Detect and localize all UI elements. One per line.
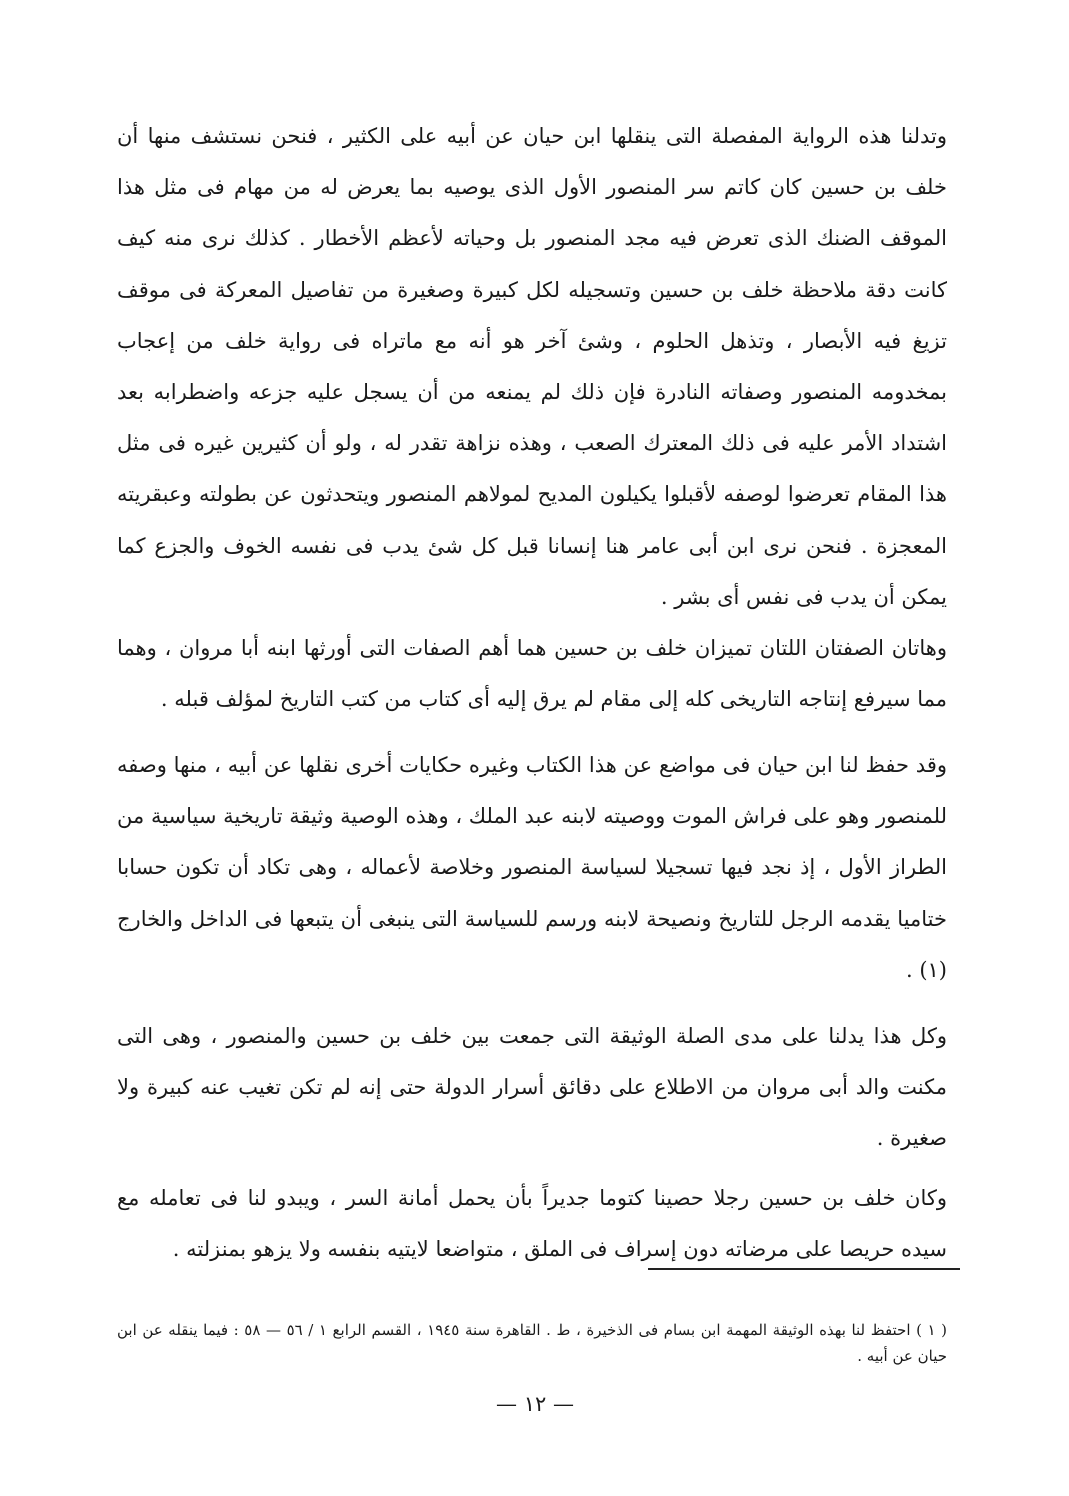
body-paragraph-2: وهاتان الصفتان اللتان تميزان خلف بن حسين هما أهم الصفات التى أورثها ابنه أبا مروان ، وهما مما سيرفع إنتاجه التاريخى كله إلى مقام لم يرق إليه أى كتاب من كتب التاريخ لمؤلف قبله . [117, 636, 947, 712]
body-paragraph-4: وكل هذا يدلنا على مدى الصلة الوثيقة التى جمعت بين خلف بن حسين والمنصور ، وهى التى مكنت والد أبى مروان من الاطلاع على دقائق أسرار الدولة حتى إنه لم تكن تغيب عنه كبيرة ولا صغيرة . [117, 1024, 947, 1151]
body-paragraph-5: وكان خلف بن حسين رجلا حصينا كتوما جديراً بأن يحمل أمانة السر ، ويبدو لنا فى تعامله مع سيده حريصا على مرضاته دون إسراف فى الملق ، متواضعا لايتيه بنفسه ولا يزهو بمنزلته . [117, 1186, 947, 1262]
footnote: ( ١ ) احتفظ لنا بهذه الوثيقة المهمة ابن بسام فى الذخيرة ، ط . القاهرة سنة ١٩٤٥ ، القسم الرابع ١ / ٥٦ — ٥٨ : فيما ينقله عن ابن حيان عن أبيه . [117, 1321, 947, 1365]
body-paragraph-1: وتدلنا هذه الرواية المفصلة التى ينقلها ابن حيان عن أبيه على الكثير ، فنحن نستشف منها أن خلف بن حسين كان كاتم سر المنصور الأول الذى يوصيه بما يعرض له من مهام فى مثل هذا الموقف الضنك الذى تعرض فيه مجد المنصور بل وحياته لأعظم الأخطار . كذلك نرى منه كيف كانت دقة ملاحظة خلف بن حسين وتسجيله لكل كبيرة وصغيرة من تفاصيل المعركة فى موقف تزيغ فيه الأبصار ، وتذهل الحلوم ، وشئ آخر هو أنه مع ماتراه فى رواية خلف من إعجاب بمخدومه المنصور وصفاته النادرة فإن ذلك لم يمنعه من أن يسجل عليه جزعه واضطرابه بعد اشتداد الأمر عليه فى ذلك المعترك الصعب ، وهذه نزاهة تقدر له ، ولو أن كثيرين غيره فى مثل هذا المقام تعرضوا لوصفه لأقبلوا يكيلون المديح لمولاهم المنصور ويتحدثون عن بطولته وعبقريته المعجزة . فنحن نرى ابن أبى عامر هنا إنسانا قبل كل شئ يدب فى نفسه الخوف والجزع كما يمكن أن يدب فى نفس أى بشر . [117, 124, 947, 609]
footnote-divider [648, 1268, 960, 1270]
page-number: — ١٢ — [496, 1392, 574, 1416]
body-paragraph-3: وقد حفظ لنا ابن حيان فى مواضع عن هذا الكتاب وغيره حكايات أخرى نقلها عن أبيه ، منها وصفه للمنصور وهو على فراش الموت ووصيته لابنه عبد الملك ، وهذه الوصية وثيقة تاريخية سياسية من الطراز الأول ، إذ نجد فيها تسجيلا لسياسة المنصور وخلاصة لأعماله ، وهى تكاد أن تكون حسابا ختاميا يقدمه الرجل للتاريخ ونصيحة لابنه ورسم للسياسة التى ينبغى أن يتبعها فى الداخل والخارج (١) . [117, 753, 947, 982]
